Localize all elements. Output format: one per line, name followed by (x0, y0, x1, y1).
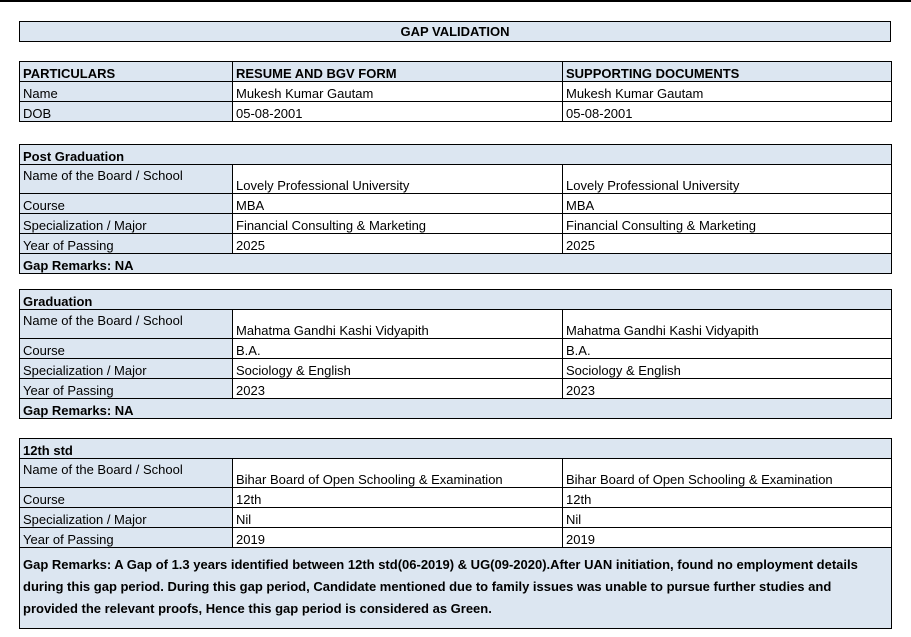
table-row (20, 234, 892, 254)
post-graduation-table (19, 144, 892, 274)
docs-value: 05-08-2001 (563, 102, 892, 122)
table-row (20, 359, 892, 379)
12th-std-table (19, 438, 892, 629)
table-row (20, 194, 892, 214)
resume-value: Mukesh Kumar Gautam (233, 82, 563, 102)
docs-value: 2023 (563, 379, 892, 399)
table-row (20, 82, 892, 102)
gap-remarks: Gap Remarks: NA (20, 399, 892, 419)
section-heading: Post Graduation (20, 145, 892, 165)
row-label: Specialization / Major (20, 359, 233, 379)
top-border (0, 0, 911, 2)
row-label: Name of the Board / School (20, 310, 233, 339)
row-label: Year of Passing (20, 528, 233, 548)
graduation-table (19, 289, 892, 419)
resume-value: B.A. (233, 339, 563, 359)
resume-value: MBA (233, 194, 563, 214)
section-heading: Graduation (20, 290, 892, 310)
table-row (20, 339, 892, 359)
table-row (20, 379, 892, 399)
docs-value: 12th (563, 488, 892, 508)
row-label: Year of Passing (20, 234, 233, 254)
resume-value: Financial Consulting & Marketing (233, 214, 563, 234)
title-table (19, 21, 891, 42)
page-title: GAP VALIDATION (20, 22, 891, 42)
table-row (20, 165, 892, 194)
docs-value: B.A. (563, 339, 892, 359)
row-label: Year of Passing (20, 379, 233, 399)
row-label: Course (20, 194, 233, 214)
gap-remarks: Gap Remarks: NA (20, 254, 892, 274)
section-heading: 12th std (20, 439, 892, 459)
resume-value: 05-08-2001 (233, 102, 563, 122)
personal-table (19, 61, 892, 122)
gap-remarks: Gap Remarks: A Gap of 1.3 years identified between 12th std(06-2019) & UG(09-2020).After UAN initiation, found no employment details during this gap period. During this gap period, Candidate mentioned due to family issues was unable to pursue further studies and provided the relevant proofs, Hence this gap period is considered as Green. (20, 548, 892, 629)
row-label: Name of the Board / School (20, 459, 233, 488)
docs-value: 2019 (563, 528, 892, 548)
resume-value: Mahatma Gandhi Kashi Vidyapith (233, 310, 563, 339)
docs-value: Mahatma Gandhi Kashi Vidyapith (563, 310, 892, 339)
row-label: Specialization / Major (20, 508, 233, 528)
col-docs: SUPPORTING DOCUMENTS (563, 62, 892, 82)
docs-value: MBA (563, 194, 892, 214)
row-label: Course (20, 488, 233, 508)
resume-value: 2025 (233, 234, 563, 254)
docs-value: Mukesh Kumar Gautam (563, 82, 892, 102)
resume-value: 12th (233, 488, 563, 508)
row-label: Name (20, 82, 233, 102)
docs-value: Sociology & English (563, 359, 892, 379)
table-row (20, 508, 892, 528)
resume-value: 2023 (233, 379, 563, 399)
col-resume: RESUME AND BGV FORM (233, 62, 563, 82)
table-row (20, 102, 892, 122)
resume-value: Bihar Board of Open Schooling & Examination (233, 459, 563, 488)
docs-value: 2025 (563, 234, 892, 254)
row-label: Specialization / Major (20, 214, 233, 234)
table-row (20, 214, 892, 234)
docs-value: Lovely Professional University (563, 165, 892, 194)
docs-value: Financial Consulting & Marketing (563, 214, 892, 234)
resume-value: Lovely Professional University (233, 165, 563, 194)
table-row (20, 310, 892, 339)
table-row (20, 459, 892, 488)
resume-value: Sociology & English (233, 359, 563, 379)
resume-value: 2019 (233, 528, 563, 548)
resume-value: Nil (233, 508, 563, 528)
header-row (20, 62, 892, 82)
row-label: Course (20, 339, 233, 359)
docs-value: Bihar Board of Open Schooling & Examination (563, 459, 892, 488)
col-particulars: PARTICULARS (20, 62, 233, 82)
table-row (20, 488, 892, 508)
row-label: DOB (20, 102, 233, 122)
docs-value: Nil (563, 508, 892, 528)
table-row (20, 528, 892, 548)
row-label: Name of the Board / School (20, 165, 233, 194)
